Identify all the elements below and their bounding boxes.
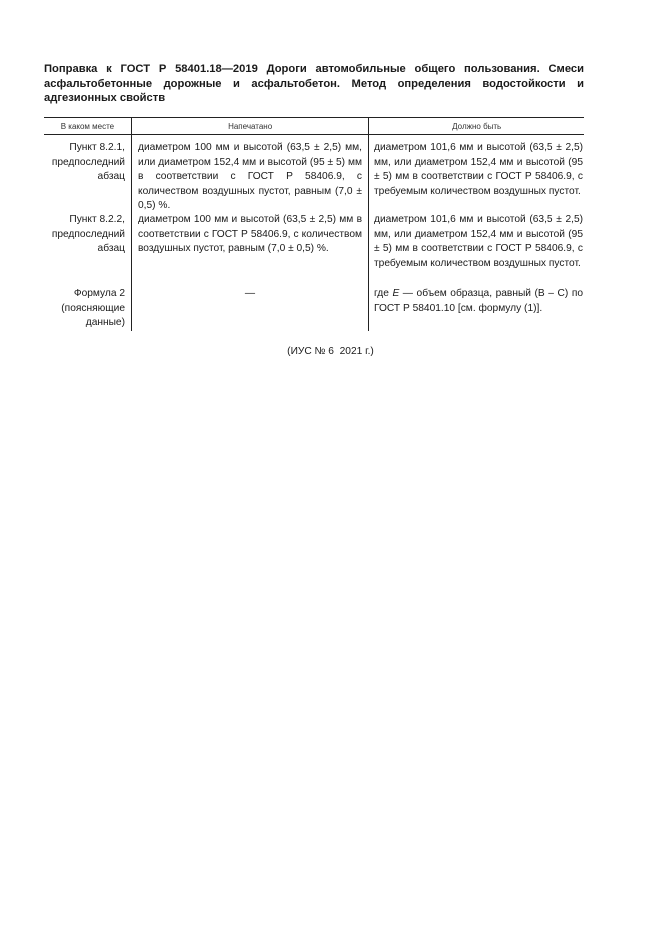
cell-place: Пункт 8.2.1, предпоследний абзац [51,142,125,183]
cell-should-be: диаметром 101,6 мм и высотой (63,5 ± 2,5) мм, или диаметром 152,4 мм и высотой (95 ± 5) мм в соответствии с ГОСТ Р 58406.9, с требуемым количеством воздушных пустот. [368,135,583,207]
document-title: Поправка к ГОСТ Р 58401.18—2019 Дороги автомобильные общего пользования. Смеси асфальтобетонные дорожные и асфальтобетон. Метод определения водостойкости и адгезионных свойств [44,63,584,104]
cell-place: Пункт 8.2.2, предпоследний абзац [51,214,125,255]
table-row [44,135,584,212]
table-row [44,207,584,281]
correction-table [44,117,584,331]
footer-issue: (ИУС № 6 2021 г.) [287,346,374,357]
table-header [44,118,584,135]
variable-e: E [392,288,400,299]
header-printed: Напечатано [131,118,369,134]
header-should-be: Должно быть [368,118,584,134]
cell-should-be: диаметром 101,6 мм и высотой (63,5 ± 2,5) мм, или диаметром 152,4 мм и высотой (95 ± 5) мм в соответствии с ГОСТ Р 58406.9, с требуемым количеством воздушных пустот. [368,207,583,281]
cell-printed: диаметром 100 мм и высотой (63,5 ± 2,5) мм, или диаметром 152,4 мм и высотой (95 ± 5) мм в соответствии с ГОСТ Р 58406.9, с количеством воздушных пустот, равным (7,0 ± 0,5) %. [131,135,368,207]
cell-printed: — [131,281,368,331]
text-rest: — объем образца, равный (В – С) по ГОСТ Р 58401.10 [см. формулу (1)]. [374,288,583,314]
cell-place: Формула 2 (поясняющие данные) [61,288,125,329]
header-place: В каком месте [60,121,115,131]
table-row [44,281,584,331]
cell-printed: диаметром 100 мм и высотой (63,5 ± 2,5) мм в соответствии с ГОСТ Р 58406.9, с количеством воздушных пустот, равным (7,0 ± 0,5) %. [131,207,368,281]
text-prefix: где [374,288,393,299]
cell-should-be [368,281,583,331]
